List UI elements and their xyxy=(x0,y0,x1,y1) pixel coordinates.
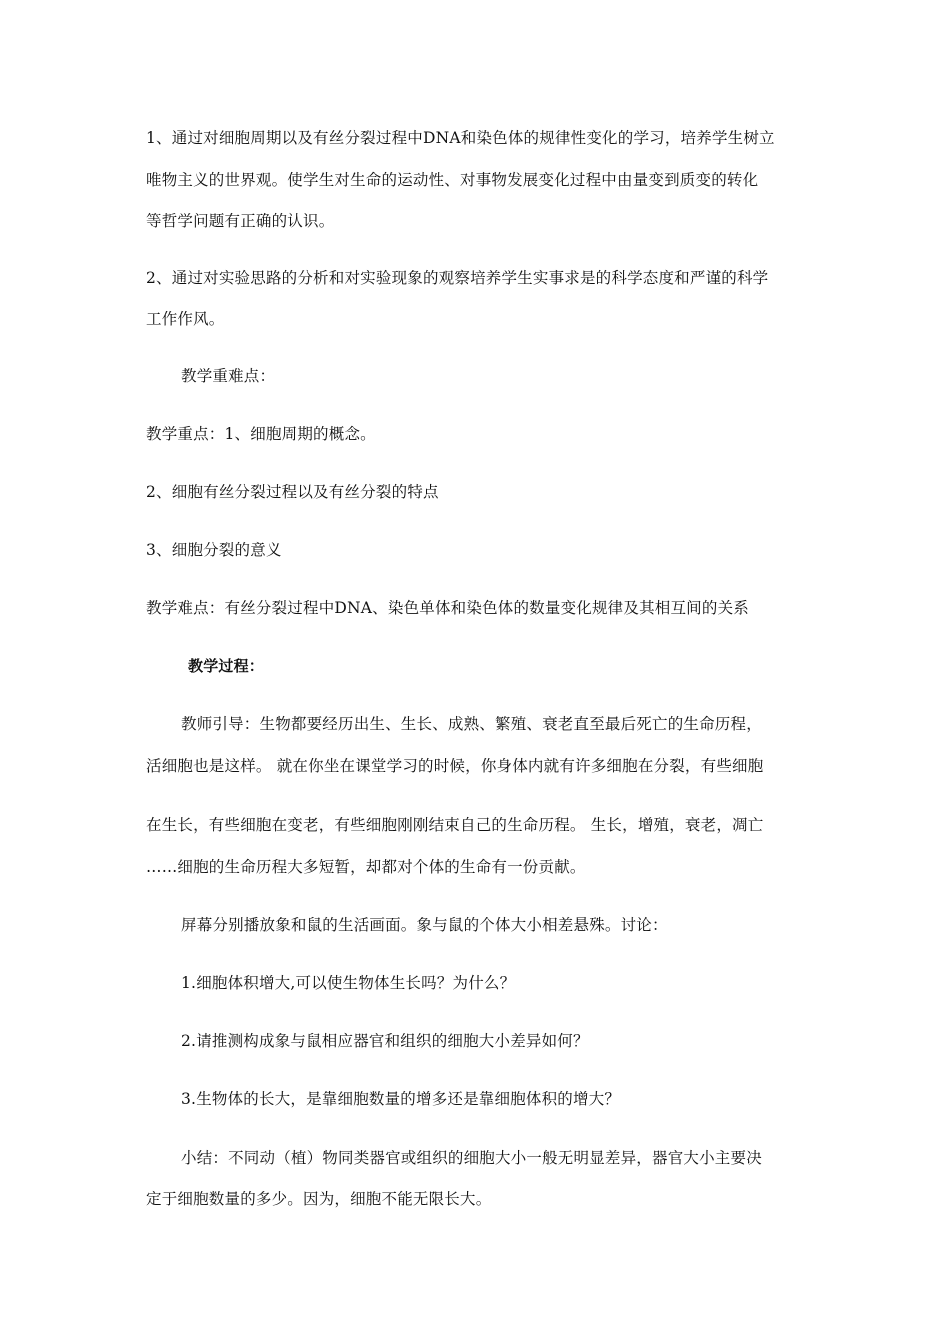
text-line: 等哲学问题有正确的认识。 xyxy=(146,212,335,230)
text-line: 在生长，有些细胞在变老，有些细胞刚刚结束自己的生命历程。 生长，增殖，衰老，凋亡 xyxy=(146,816,764,834)
text-line: ……细胞的生命历程大多短暂，却都对个体的生命有一份贡献。 xyxy=(146,858,586,876)
list-item: 2.请推测构成象与鼠相应器官和组织的细胞大小差异如何？ xyxy=(181,1032,589,1050)
text-line: 2、通过对实验思路的分析和对实验现象的观察培养学生实事求是的科学态度和严谨的科学 xyxy=(146,269,769,287)
text-line: 屏幕分别播放象和鼠的生活画面。象与鼠的个体大小相差悬殊。讨论： xyxy=(181,916,668,934)
text-line: 定于细胞数量的多少。因为，细胞不能无限长大。 xyxy=(146,1190,492,1208)
text-line: 教学难点：有丝分裂过程中DNA、染色单体和染色体的数量变化规律及其相互间的关系 xyxy=(146,599,749,617)
text-line: 2、细胞有丝分裂过程以及有丝分裂的特点 xyxy=(146,483,439,501)
text-line: 1、通过对细胞周期以及有丝分裂过程中DNA和染色体的规律性变化的学习，培养学生树立 xyxy=(146,129,775,147)
text-line: 唯物主义的世界观。使学生对生命的运动性、对事物发展变化过程中由量变到质变的转化 xyxy=(146,171,759,189)
text-line: 活细胞也是这样。 就在你坐在课堂学习的时候，你身体内就有许多细胞在分裂，有些细胞 xyxy=(146,757,764,775)
text-line: 工作作风。 xyxy=(146,310,225,328)
text-line: 小结：不同动（植）物同类器官或组织的细胞大小一般无明显差异，器官大小主要决 xyxy=(181,1149,762,1167)
section-heading: 教学重难点： xyxy=(181,367,276,385)
text-line: 3、细胞分裂的意义 xyxy=(146,541,282,559)
list-item: 1.细胞体积增大,可以使生物体生长吗？为什么？ xyxy=(181,974,516,992)
text-line: 教师引导：生物都要经历出生、生长、成熟、繁殖、衰老直至最后死亡的生命历程， xyxy=(181,715,762,733)
text-line: 教学重点：1、细胞周期的概念。 xyxy=(146,425,376,443)
list-item: 3.生物体的长大，是靠细胞数量的增多还是靠细胞体积的增大？ xyxy=(181,1090,621,1108)
section-heading: 教学过程： xyxy=(188,657,265,675)
